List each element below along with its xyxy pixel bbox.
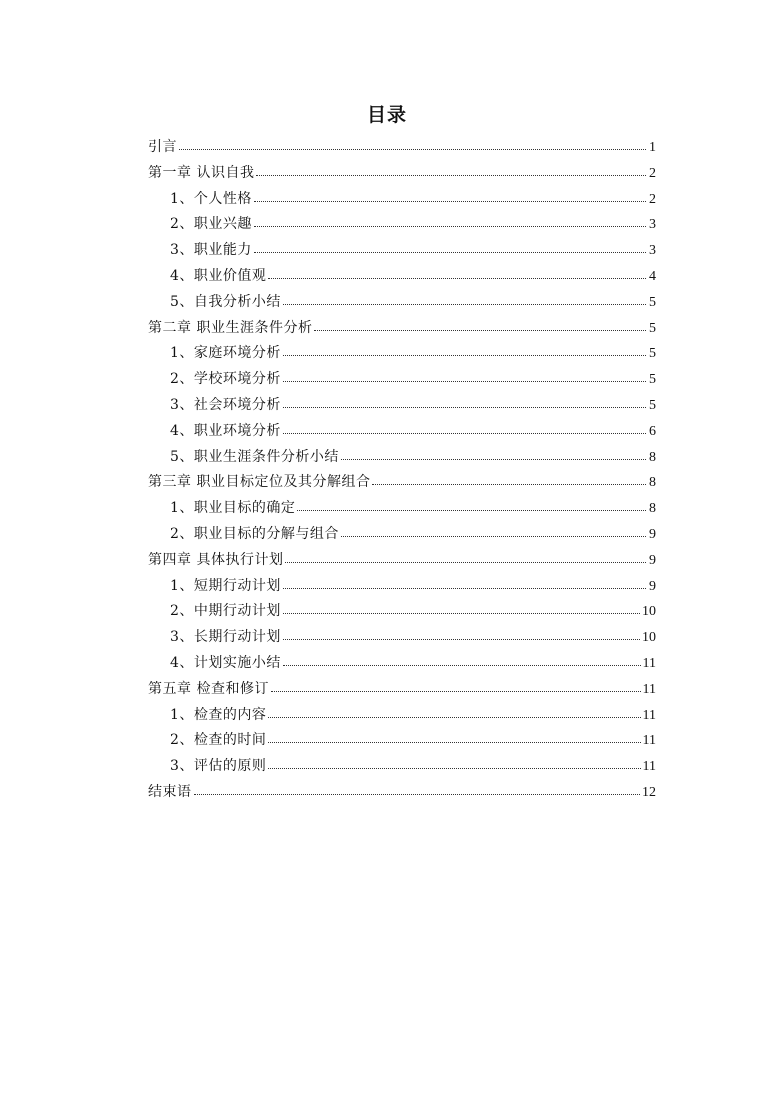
- dot-leader: [283, 369, 646, 383]
- toc-chapter-entry[interactable]: [148, 316, 656, 342]
- dot-leader: [271, 679, 641, 693]
- toc-entry-label: 2、职业目标的分解与组合: [170, 525, 339, 542]
- dot-leader: [256, 163, 646, 177]
- toc-subsection-entry[interactable]: [148, 290, 656, 316]
- toc-page-number: 10: [642, 630, 656, 646]
- toc-entry-label: 2、中期行动计划: [170, 603, 281, 620]
- dot-leader: [283, 395, 646, 409]
- dot-leader: [179, 137, 646, 151]
- toc-page-number: 5: [649, 294, 656, 310]
- toc-entry-label: 引言: [148, 139, 177, 155]
- toc-entry-label: 4、职业价值观: [170, 267, 267, 284]
- toc-entry-label: 1、家庭环境分析: [170, 345, 281, 362]
- toc-subsection-entry[interactable]: [148, 393, 656, 419]
- toc-entry-label: 第二章 职业生涯条件分析: [148, 319, 313, 336]
- dot-leader: [372, 472, 646, 486]
- toc-subsection-entry[interactable]: [148, 238, 656, 264]
- toc-page-number: 10: [642, 604, 656, 620]
- toc-chapter-entry[interactable]: [148, 677, 656, 703]
- toc-page-number: 6: [649, 423, 656, 439]
- toc-subsection-entry[interactable]: [148, 651, 656, 677]
- toc-page-number: 8: [649, 449, 656, 465]
- toc-subsection-entry[interactable]: [148, 419, 656, 445]
- dot-leader: [285, 550, 646, 564]
- toc-chapter-entry[interactable]: [148, 161, 656, 187]
- toc-page-number: 3: [649, 217, 656, 233]
- dot-leader: [194, 782, 641, 796]
- dot-leader: [283, 421, 646, 435]
- toc-subsection-entry[interactable]: [148, 496, 656, 522]
- toc-entry-label: 3、社会环境分析: [170, 396, 281, 413]
- toc-entry-label: 2、职业兴趣: [170, 216, 252, 233]
- toc-page-number: 1: [649, 140, 656, 155]
- toc-entry-label: 3、长期行动计划: [170, 629, 281, 646]
- toc-entry-label: 第一章 认识自我: [148, 164, 255, 181]
- dot-leader: [283, 343, 646, 357]
- toc-subsection-entry[interactable]: [148, 703, 656, 729]
- toc-subsection-entry[interactable]: [148, 625, 656, 651]
- toc-subsection-entry[interactable]: [148, 187, 656, 213]
- toc-entry-label: 4、职业环境分析: [170, 422, 281, 439]
- dot-leader: [283, 292, 646, 306]
- toc-subsection-entry[interactable]: [148, 367, 656, 393]
- toc-subsection-entry[interactable]: [148, 445, 656, 471]
- toc-subsection-entry[interactable]: [148, 574, 656, 600]
- toc-entry-label: 1、短期行动计划: [170, 577, 281, 594]
- toc-page-number: 11: [642, 655, 656, 671]
- toc-page-number: 9: [649, 552, 656, 568]
- dot-leader: [283, 576, 646, 590]
- toc-chapter-entry[interactable]: [148, 135, 656, 161]
- toc-chapter-entry[interactable]: [148, 548, 656, 574]
- toc-subsection-entry[interactable]: [148, 522, 656, 548]
- toc-page-number: 8: [649, 475, 656, 491]
- toc-entry-label: 2、检查的时间: [170, 732, 267, 749]
- toc-page-number: 11: [642, 733, 656, 749]
- toc-subsection-entry[interactable]: [148, 754, 656, 780]
- toc-title: 目录: [366, 104, 407, 126]
- toc-page-number: 8: [649, 501, 656, 517]
- toc-entry-label: 第四章 具体执行计划: [148, 551, 284, 568]
- toc-page-number: 4: [649, 268, 656, 284]
- dot-leader: [254, 240, 646, 254]
- toc-page-number: 2: [649, 191, 656, 207]
- dot-leader: [254, 214, 646, 228]
- dot-leader: [254, 189, 646, 203]
- toc-page-number: 3: [649, 243, 656, 259]
- toc-chapter-entry[interactable]: [148, 780, 656, 806]
- toc-page-number: 11: [642, 681, 656, 697]
- toc-entry-label: 3、职业能力: [170, 242, 252, 259]
- toc-entry-label: 3、评估的原则: [170, 758, 267, 775]
- toc-page-number: 11: [642, 707, 656, 723]
- toc-entry-label: 第三章 职业目标定位及其分解组合: [148, 474, 371, 491]
- dot-leader: [283, 601, 640, 615]
- toc-chapter-entry[interactable]: [148, 470, 656, 496]
- table-of-contents: [148, 135, 656, 806]
- dot-leader: [341, 447, 646, 461]
- toc-entry-label: 1、职业目标的确定: [170, 500, 296, 517]
- toc-page-number: 2: [649, 165, 656, 181]
- dot-leader: [341, 524, 646, 538]
- toc-page-number: 9: [649, 578, 656, 594]
- toc-page-number: 5: [649, 346, 656, 362]
- toc-page-number: 5: [649, 320, 656, 336]
- toc-page-number: 5: [649, 372, 656, 388]
- toc-subsection-entry[interactable]: [148, 264, 656, 290]
- toc-subsection-entry[interactable]: [148, 599, 656, 625]
- toc-page-number: 9: [649, 526, 656, 542]
- dot-leader: [283, 653, 641, 667]
- dot-leader: [314, 318, 646, 332]
- toc-page-number: 11: [642, 759, 656, 775]
- toc-entry-label: 5、自我分析小结: [170, 293, 281, 310]
- toc-entry-label: 1、检查的内容: [170, 706, 267, 723]
- toc-page-number: 5: [649, 397, 656, 413]
- toc-entry-label: 第五章 检查和修订: [148, 680, 269, 697]
- toc-entry-label: 2、学校环境分析: [170, 371, 281, 388]
- toc-entry-label: 5、职业生涯条件分析小结: [170, 448, 339, 465]
- toc-entry-label: 1、个人性格: [170, 190, 252, 207]
- dot-leader: [268, 730, 640, 744]
- toc-page-number: 12: [642, 784, 656, 800]
- dot-leader: [268, 756, 640, 770]
- toc-subsection-entry[interactable]: [148, 728, 656, 754]
- toc-subsection-entry[interactable]: [148, 212, 656, 238]
- toc-entry-label: 4、计划实施小结: [170, 654, 281, 671]
- dot-leader: [283, 627, 640, 641]
- dot-leader: [268, 266, 646, 280]
- dot-leader: [268, 705, 640, 719]
- toc-entry-label: 结束语: [148, 783, 192, 800]
- dot-leader: [297, 498, 646, 512]
- toc-subsection-entry[interactable]: [148, 341, 656, 367]
